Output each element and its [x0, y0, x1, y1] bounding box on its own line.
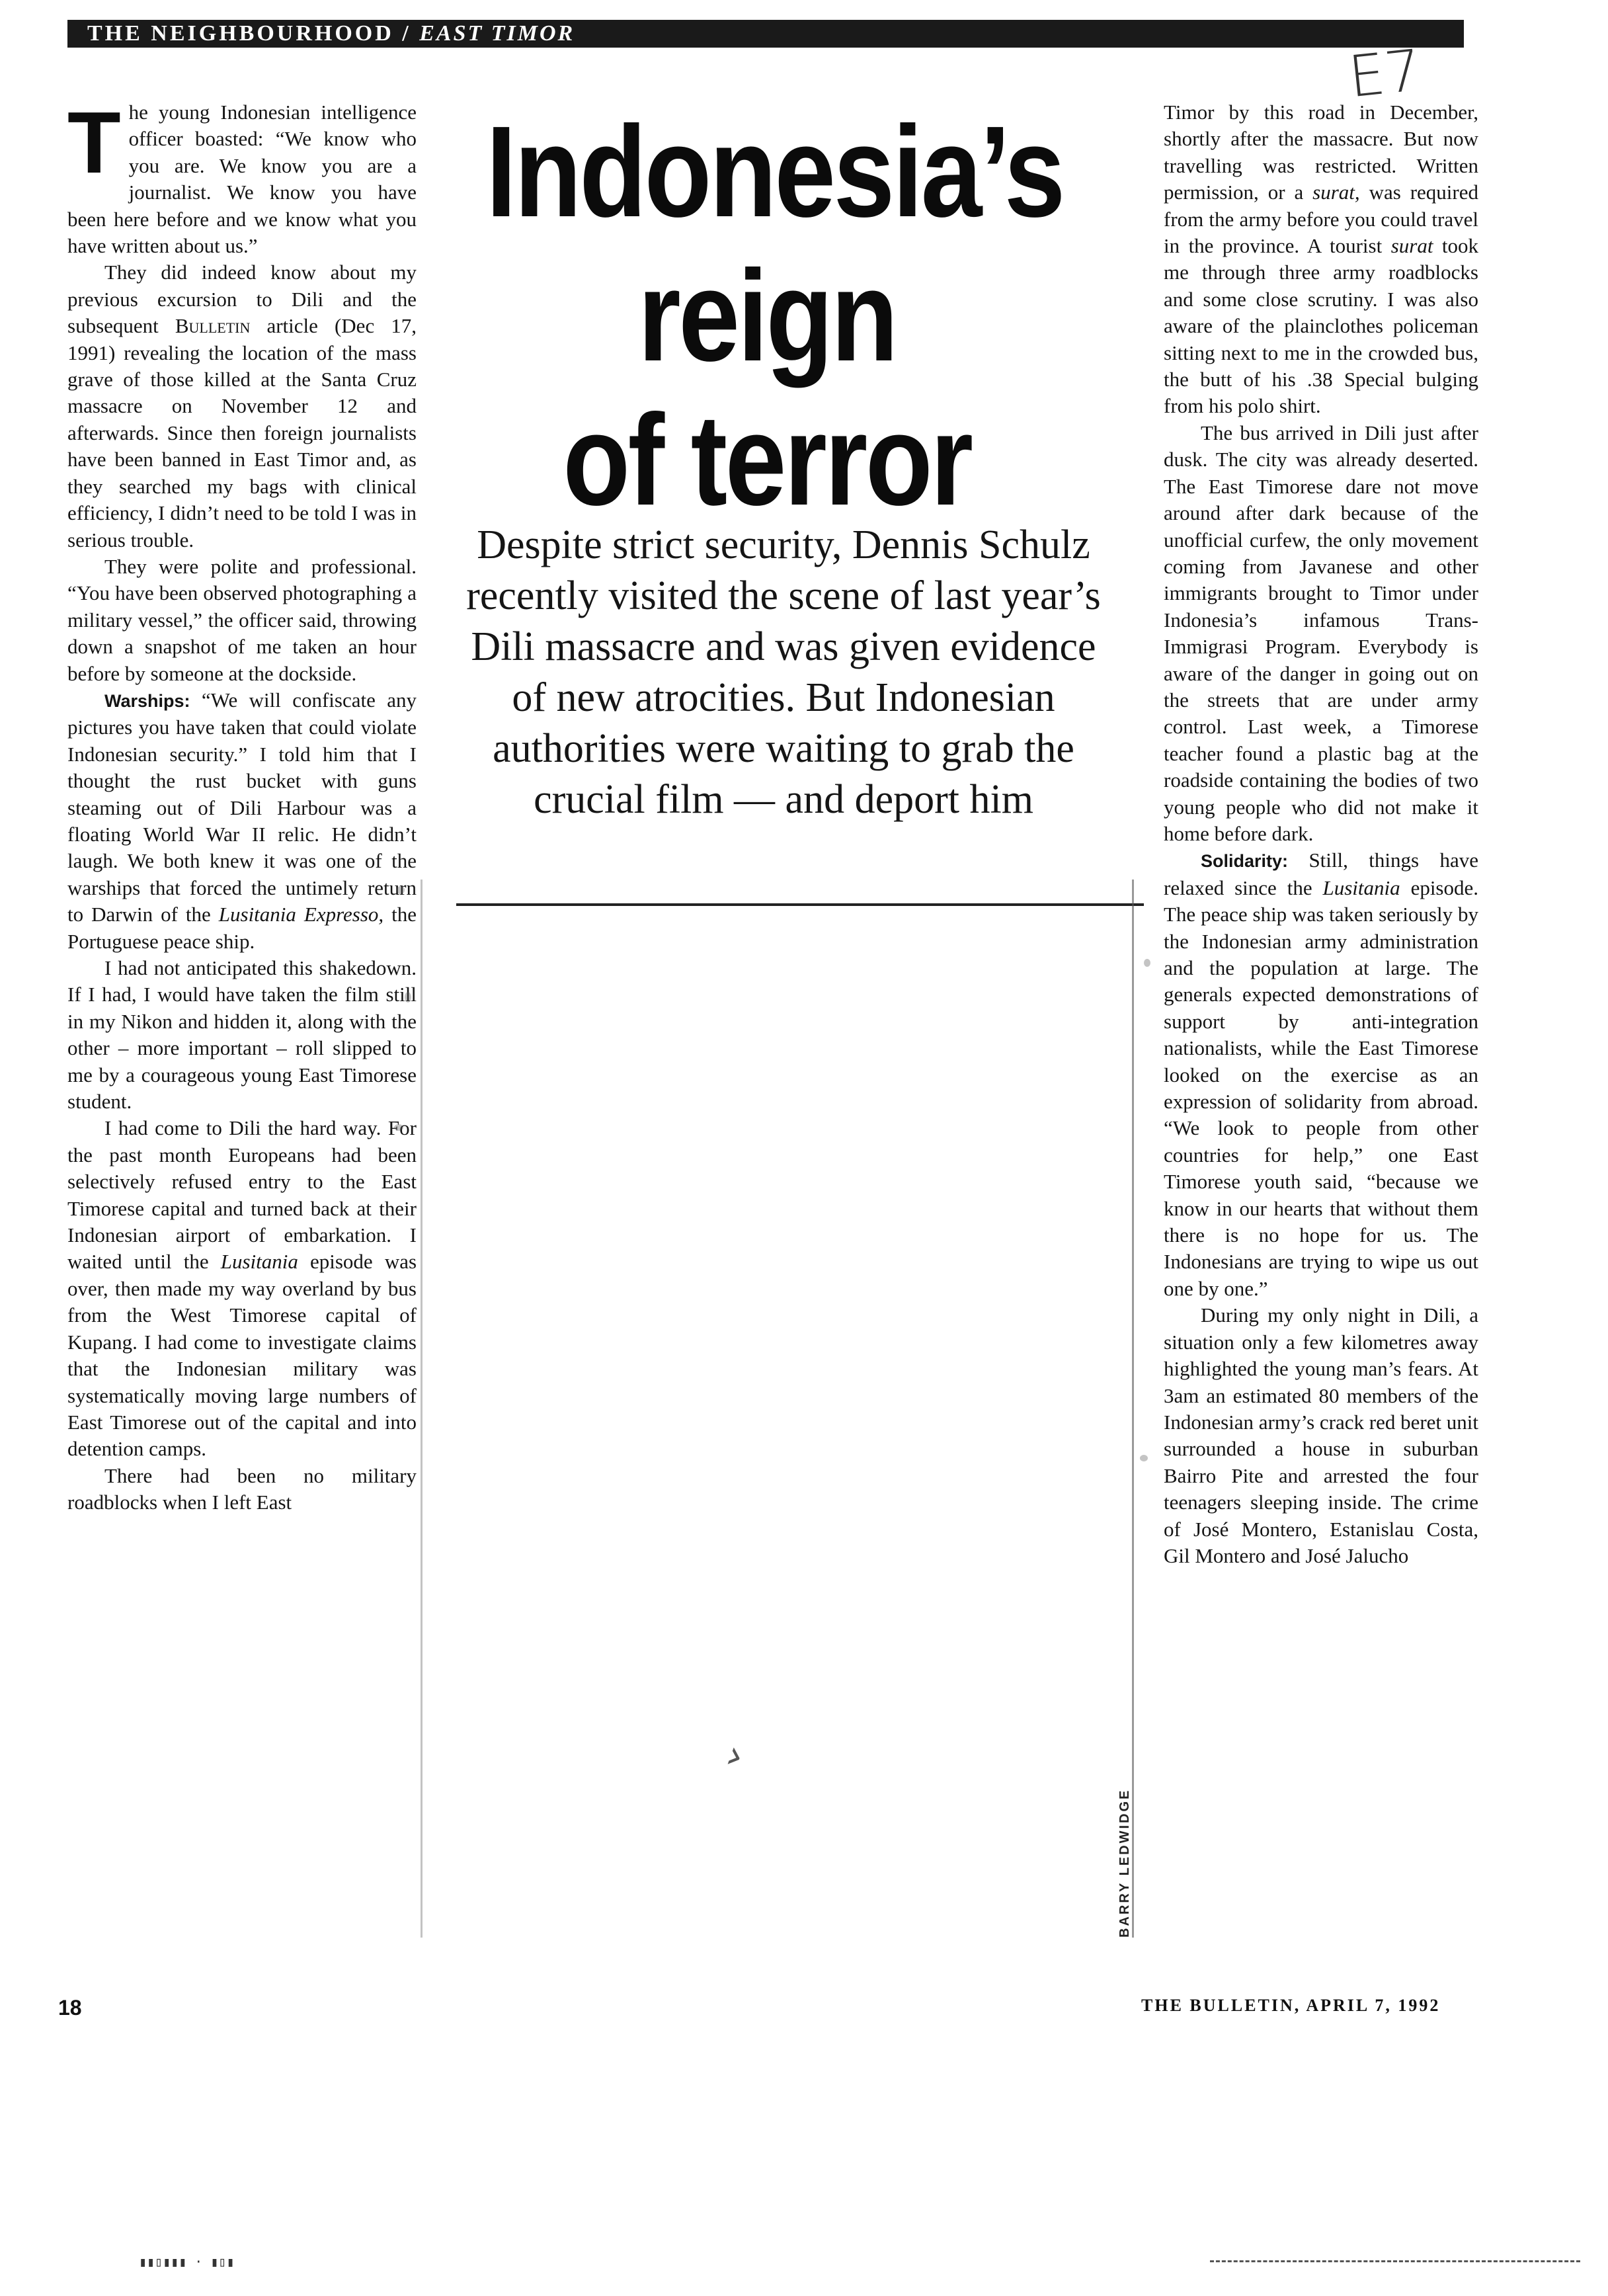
- divider-rule: [456, 903, 1144, 906]
- section-name: THE NEIGHBOURHOOD: [87, 21, 394, 46]
- run-in-heading: Solidarity:: [1201, 851, 1289, 872]
- run-in-heading: Warships:: [104, 690, 190, 711]
- article-column-right: [1164, 99, 1478, 1569]
- paragraph-r2: The bus arrived in Dili just after dusk. The city was already deserted. The East Timorese dare not move around after dark because of the unofficial curfew, the only movement coming from Javanese and other immigrants brought to Timor under Indonesia’s infamous Trans-Immigrasi Program. Everybody is aware of the danger in going out on the streets that are under army control. Last week, a Timorese teacher found a plastic bag at the roadside containing the bodies of two young people who did not make it home before dark.: [1164, 421, 1478, 845]
- article-column-left: [67, 94, 417, 1516]
- scan-speck: [394, 1124, 403, 1131]
- paragraph-r1: Timor by this road in December, shortly after the massacre. But now travelling was restricted. Written permission, or a surat, was required from the army before you could travel in the province. A tourist surat took me through three army roadblocks and some close scrutiny. I was also aware of the plainclothes policeman sitting next to me in the crowded bus, the butt of his .38 Special bulging from his polo shirt.: [1164, 101, 1479, 418]
- scan-edge-mark: [1210, 2260, 1580, 2262]
- scan-speck: [1144, 959, 1150, 967]
- paragraph-r4: During my only night in Dili, a situation only a few kilometres away highlighted the young man’s fears. At 3am an estimated 80 members of the Indonesian army’s crack red beret unit surrounded a house in suburban Bairro Pite and arrested the four teenagers sleeping inside. The crime of José Montero, Estanislau Costa, Gil Montero and José Jalucho: [1164, 1303, 1479, 1567]
- scan-mark-icon: ▮▮▯▮▮▮ · ▮▯▮: [139, 2254, 235, 2270]
- subsection-name: EAST TIMOR: [419, 21, 575, 46]
- scan-speck: [1140, 1455, 1148, 1461]
- photo-credit: BARRY LEDWIDGE: [1117, 1788, 1132, 1938]
- section-banner: [67, 20, 1464, 48]
- headline-line-3: of terror: [563, 388, 971, 532]
- headline-line-2: reign: [637, 243, 897, 388]
- scan-speck: [405, 992, 411, 1003]
- pen-mark-icon: ›: [719, 1731, 751, 1780]
- paragraph-3: They were polite and professional. “You have been observed photographing a military vessel,” the officer said, throwing down a snapshot of me taken an hour before by someone at the dockside.: [67, 554, 417, 685]
- paragraph-2: They did indeed know about my previous excursion to Dili and the subsequent Bulletin article (Dec 17, 1991) revealing the location of the mass grave of those killed at the Santa Cruz massacre on November 12 and afterwards. Since then foreign journalists have been banned in East Timor and, as they searched my bags with clinical efficiency, I didn’t need to be told I was in serious trouble.: [67, 261, 417, 552]
- handwritten-note: E7: [1346, 37, 1424, 111]
- scan-speck: [397, 886, 405, 894]
- paragraph-4: Warships: “We will confiscate any pictures you have taken that could violate Indonesian security.” I told him that I thought the rust bucket with guns steaming out of Dili Harbour was a floating World War II relic. He didn’t laugh. We both knew it was one of the warships that forced the untimely return to Darwin of the Lusitania Expresso, the Portuguese peace ship.: [67, 688, 417, 953]
- paragraph-6: I had come to Dili the hard way. For the past month Europeans had been selectively refused entry to the East Timorese capital and turned back at their Indonesian airport of embarkation. I waited until the Lusitania episode was over, then made my way overland by bus from the West Timorese capital of Kupang. I had come to investigate claims that the Indonesian military was systematically moving large numbers of East Timorese out of the capital and into detention camps.: [67, 1116, 417, 1461]
- paragraph-r3: Solidarity: Still, things have relaxed since the Lusitania episode. The peace ship was taken seriously by the Indonesian army administration and the population at large. The generals expected demonstrations of support by anti-integration nationalists, while the East Timorese looked on the exercise as an expression of solidarity from abroad. “We look to people from other countries for help,” one East Timorese youth said, “because we know in our hearts that without them there is no hope for us. The Indonesians are trying to wipe us out one by one.”: [1164, 848, 1479, 1300]
- column-rule-right: [1132, 880, 1134, 1938]
- column-rule-left: [421, 880, 422, 1938]
- standfirst: Despite strict security, Dennis Schulz recently visited the scene of last year’s Dili massacre and was given evidence of new atrocities. But Indonesian authorities were waiting to grab the crucial film — and deport him: [466, 522, 1101, 822]
- paragraph-5: I had not anticipated this shakedown. If I had, I would have taken the film still in my Nikon and hidden it, along with the other – more important – roll slipped to me by a courageous young East Timorese student.: [67, 956, 417, 1114]
- drop-cap: T: [67, 94, 121, 191]
- paragraph-7: There had been no military roadblocks when I left East: [67, 1463, 417, 1514]
- page-number: 18: [58, 1996, 82, 2020]
- paragraph-1: The young Indonesian intelligence officer boasted: “We know who you are. We know you are a journalist. We know you have been here before and we know what you have written about us.”: [67, 94, 417, 258]
- section-label: THE NEIGHBOURHOOD / EAST TIMOR: [87, 21, 575, 46]
- headline-line-1: Indonesia’s: [486, 99, 1063, 244]
- footer-dateline: THE BULLETIN, APRIL 7, 1992: [1141, 1996, 1441, 2015]
